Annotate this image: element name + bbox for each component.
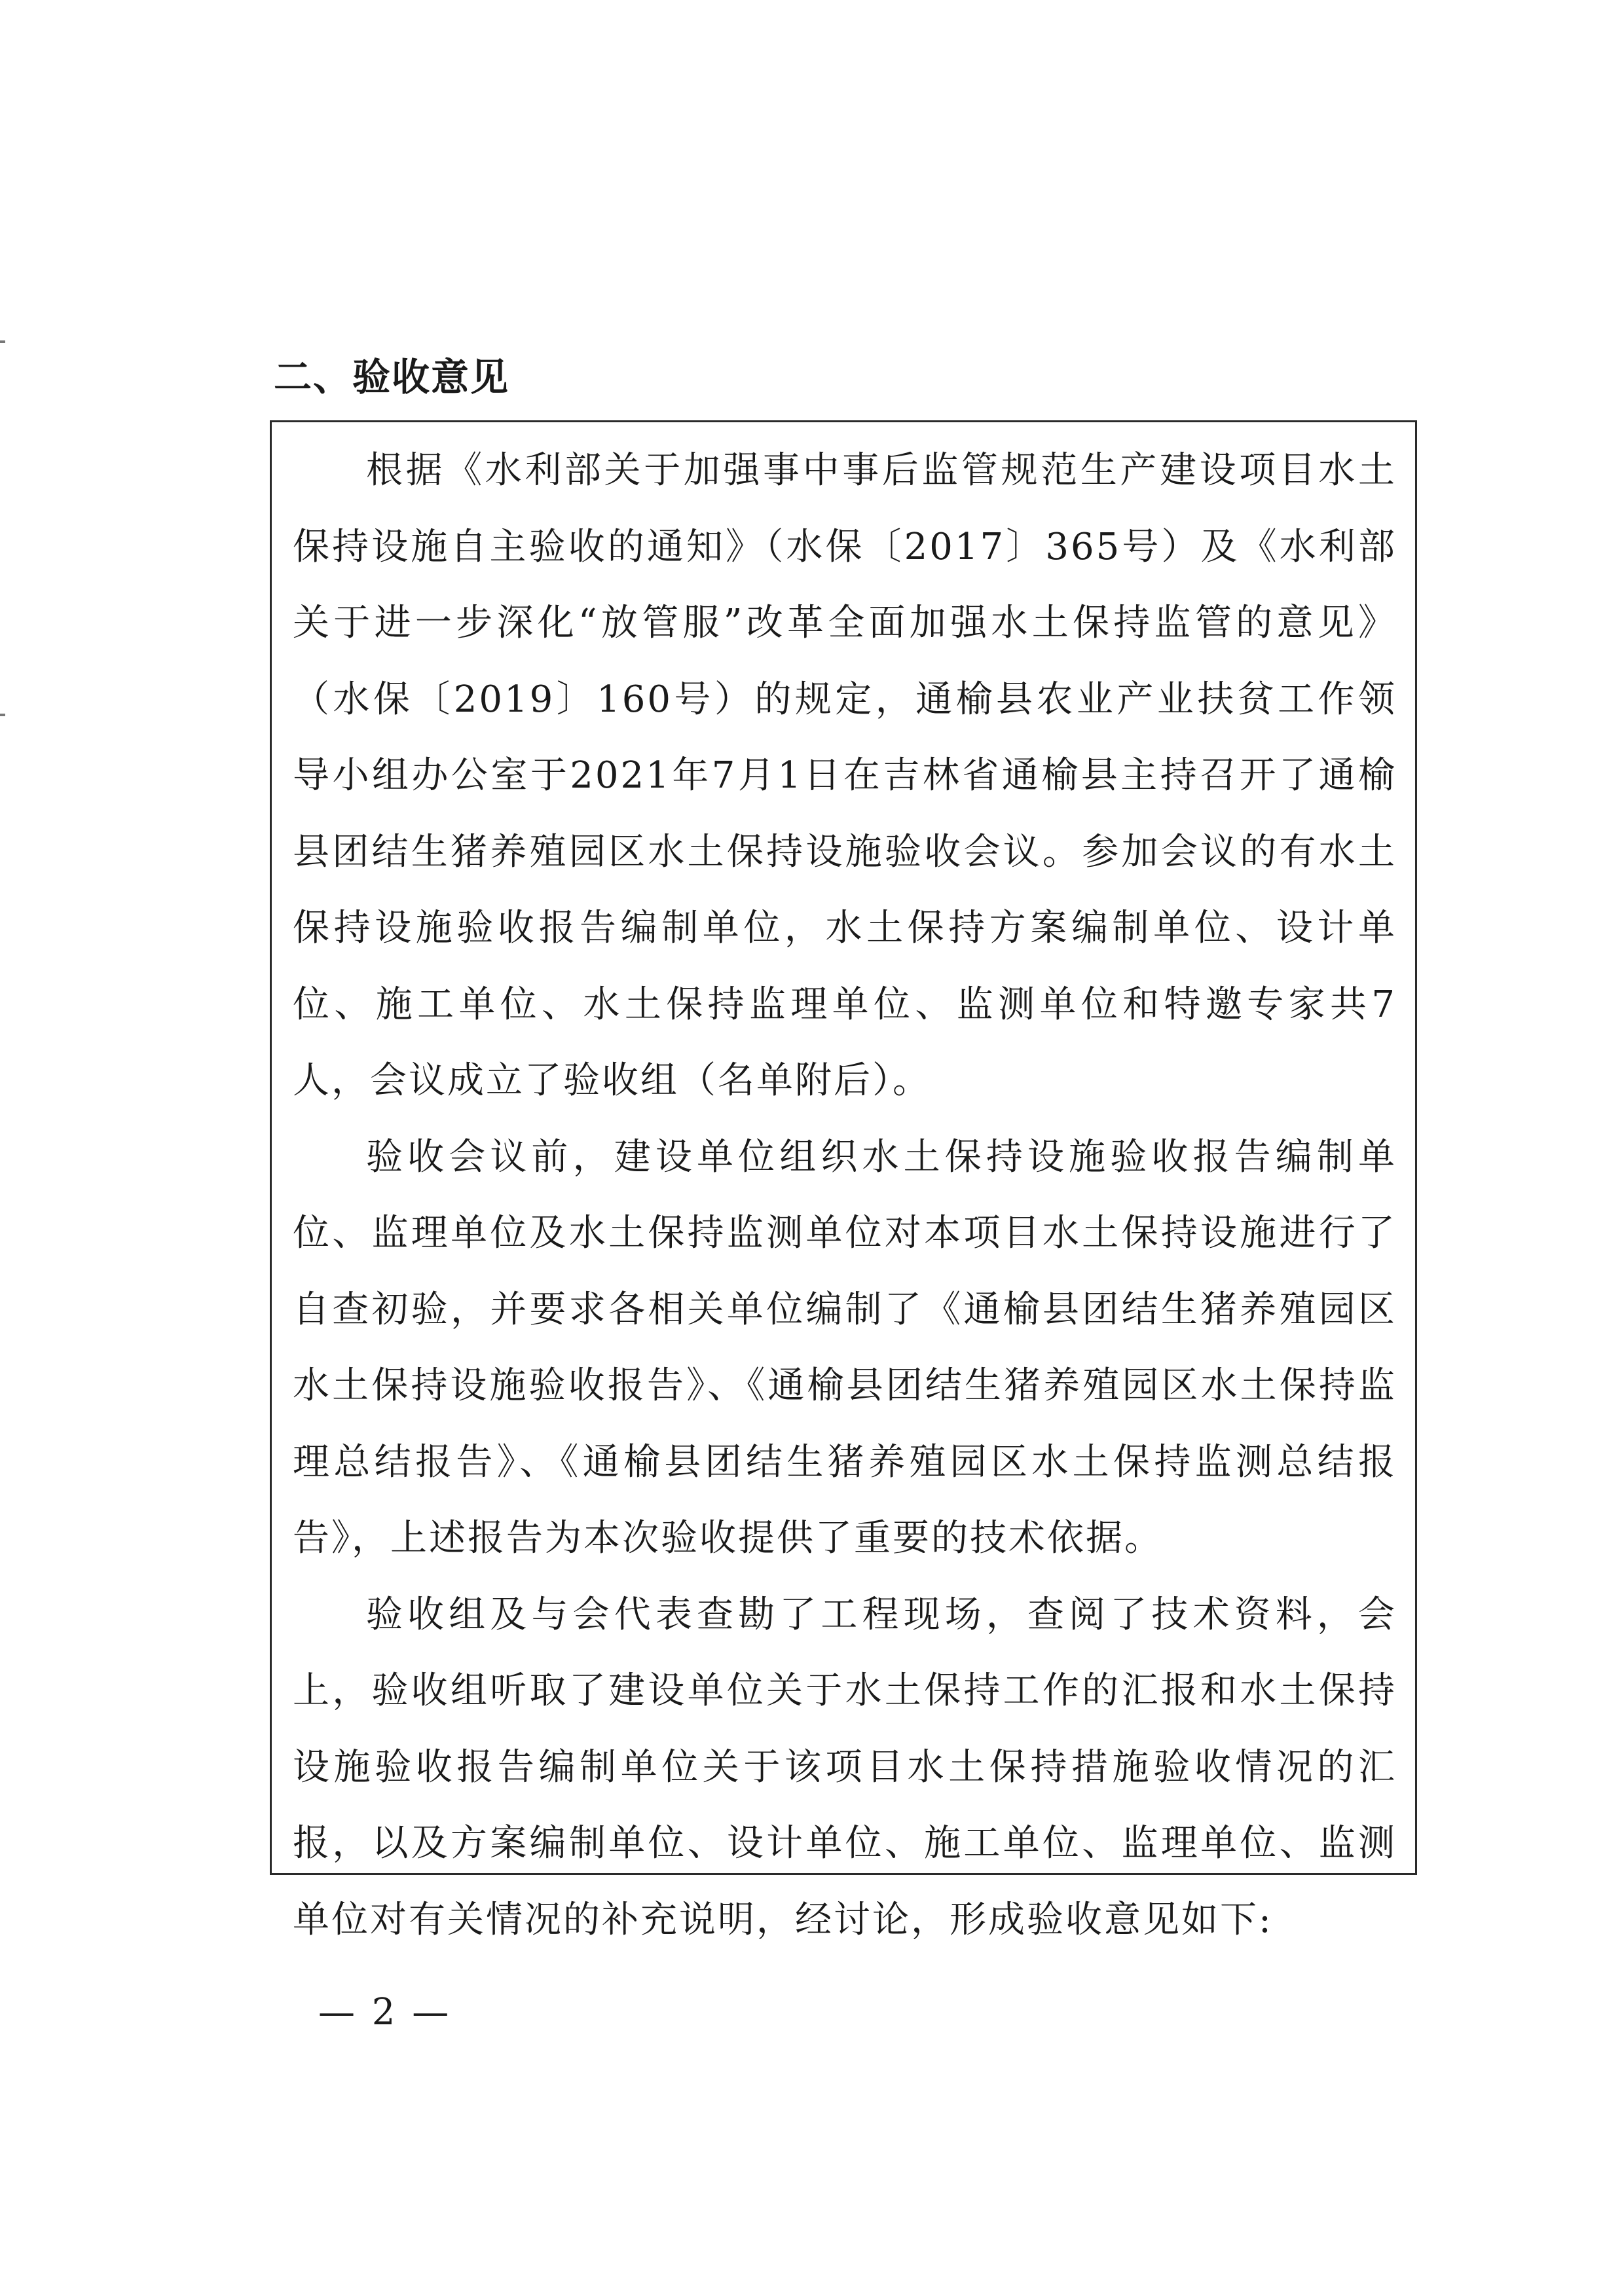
page-number: — 2 — [318,1991,452,2033]
paragraph-basis: 根据《水利部关于加强事中事后监管规范生产建设项目水土保持设施自主验收的通知》（水保〔2017〕365号）及《水利部关于进一步深化“放管服”改革全面加强水土保持监管的意见》（水保〔2019〕160号）的规定，通榆县农业产业扶贫工作领导小组办公室于2021年7月1日在吉林省通榆县主持召开了通榆县团结生猪养殖园区水土保持设施验收会议。参加会议的有水土保持设施验收报告编制单位，水土保持方案编制单位、设计单位、施工单位、水土保持监理单位、监测单位和特邀专家共7人，会议成立了验收组（名单附后）。 [293,449,1397,1102]
scan-margin-mark [0,340,5,343]
acceptance-opinion-box [270,420,1417,1941]
paragraph-meeting-review: 验收组及与会代表查勘了工程现场，查阅了技术资料，会上，验收组听取了建设单位关于水土保持工作的汇报和水土保持设施验收报告编制单位关于该项目水土保持措施验收情况的汇报，以及方案编制单位、设计单位、施工单位、监理单位、监测单位对有关情况的补充说明，经讨论，形成验收意见如下: [293,1593,1397,1941]
section-title: 二、验收意见 [274,355,510,400]
paragraph-pre-meeting: 验收会议前，建设单位组织水土保持设施验收报告编制单位、监理单位及水土保持监测单位对本项目水土保持设施进行了自查初验，并要求各相关单位编制了《通榆县团结生猪养殖园区水土保持设施验收报告》、《通榆县团结生猪养殖园区水土保持监理总结报告》、《通榆县团结生猪养殖园区水土保持监测总结报告》，上述报告为本次验收提供了重要的技术依据。 [293,1135,1397,1559]
scan-margin-mark [0,714,5,716]
